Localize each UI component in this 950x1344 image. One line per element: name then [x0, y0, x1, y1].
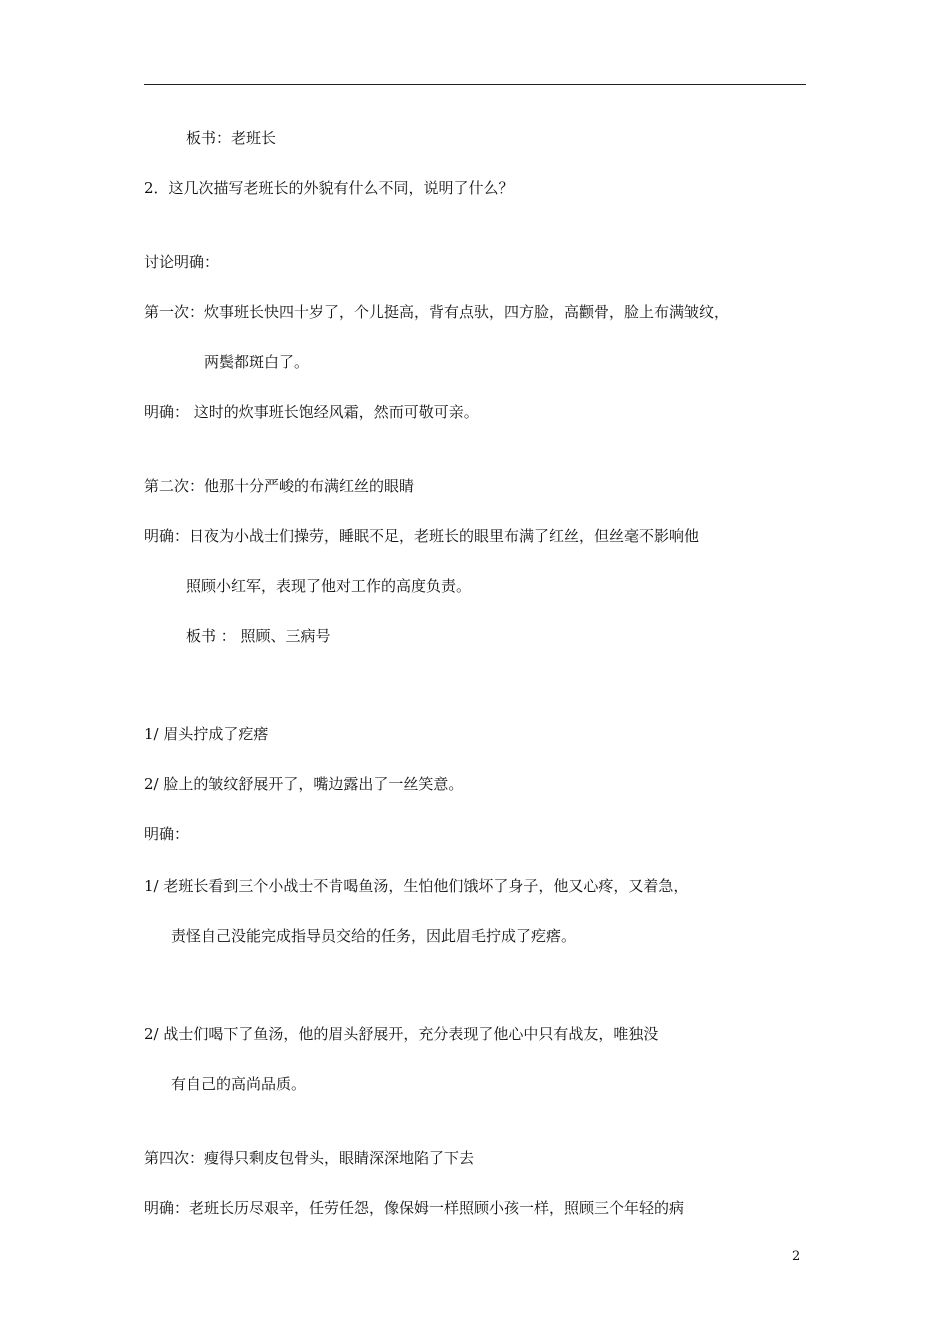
text-line: 两鬓都斑白了。 [204, 353, 310, 371]
text-line: 板书：老班长 [186, 129, 277, 147]
text-line: 板书 ： 照顾、三病号 [186, 627, 331, 645]
text-line: 明确：日夜为小战士们操劳，睡眠不足，老班长的眼里布满了红丝，但丝毫不影响他 [144, 527, 700, 545]
text-line: 2/ 脸上的皱纹舒展开了，嘴边露出了一丝笑意。 [144, 775, 464, 793]
text-line: 明确： 这时的炊事班长饱经风霜，然而可敬可亲。 [144, 403, 479, 421]
text-line: 2．这几次描写老班长的外貌有什么不同，说明了什么？ [144, 179, 514, 197]
text-line: 第一次：炊事班长快四十岁了，个儿挺高，背有点驮，四方脸，高颧骨，脸上布满皱纹， [144, 303, 730, 321]
text-line: 2/ 战士们喝下了鱼汤，他的眉头舒展开，充分表现了他心中只有战友，唯独没 [144, 1025, 659, 1043]
text-line: 责怪自己没能完成指导员交给的任务，因此眉毛拧成了疙瘩。 [171, 927, 577, 945]
text-line: 第四次：瘦得只剩皮包骨头，眼睛深深地陷了下去 [144, 1149, 475, 1167]
text-line: 照顾小红军，表现了他对工作的高度负责。 [186, 577, 472, 595]
text-line: 有自己的高尚品质。 [171, 1075, 307, 1093]
text-line: 第二次：他那十分严峻的布满红丝的眼睛 [144, 477, 415, 495]
text-line: 明确：老班长历尽艰辛，任劳任怨，像保姆一样照顾小孩一样，照顾三个年轻的病 [144, 1199, 685, 1217]
text-line: 明确： [144, 825, 190, 843]
page-number: 2 [792, 1249, 801, 1264]
text-line: 1/ 老班长看到三个小战士不肯喝鱼汤，生怕他们饿坏了身子，他又心疼，又着急， [144, 877, 689, 895]
header-rule [144, 84, 806, 85]
text-line: 讨论明确： [144, 253, 220, 271]
text-line: 1/ 眉头拧成了疙瘩 [144, 725, 269, 743]
